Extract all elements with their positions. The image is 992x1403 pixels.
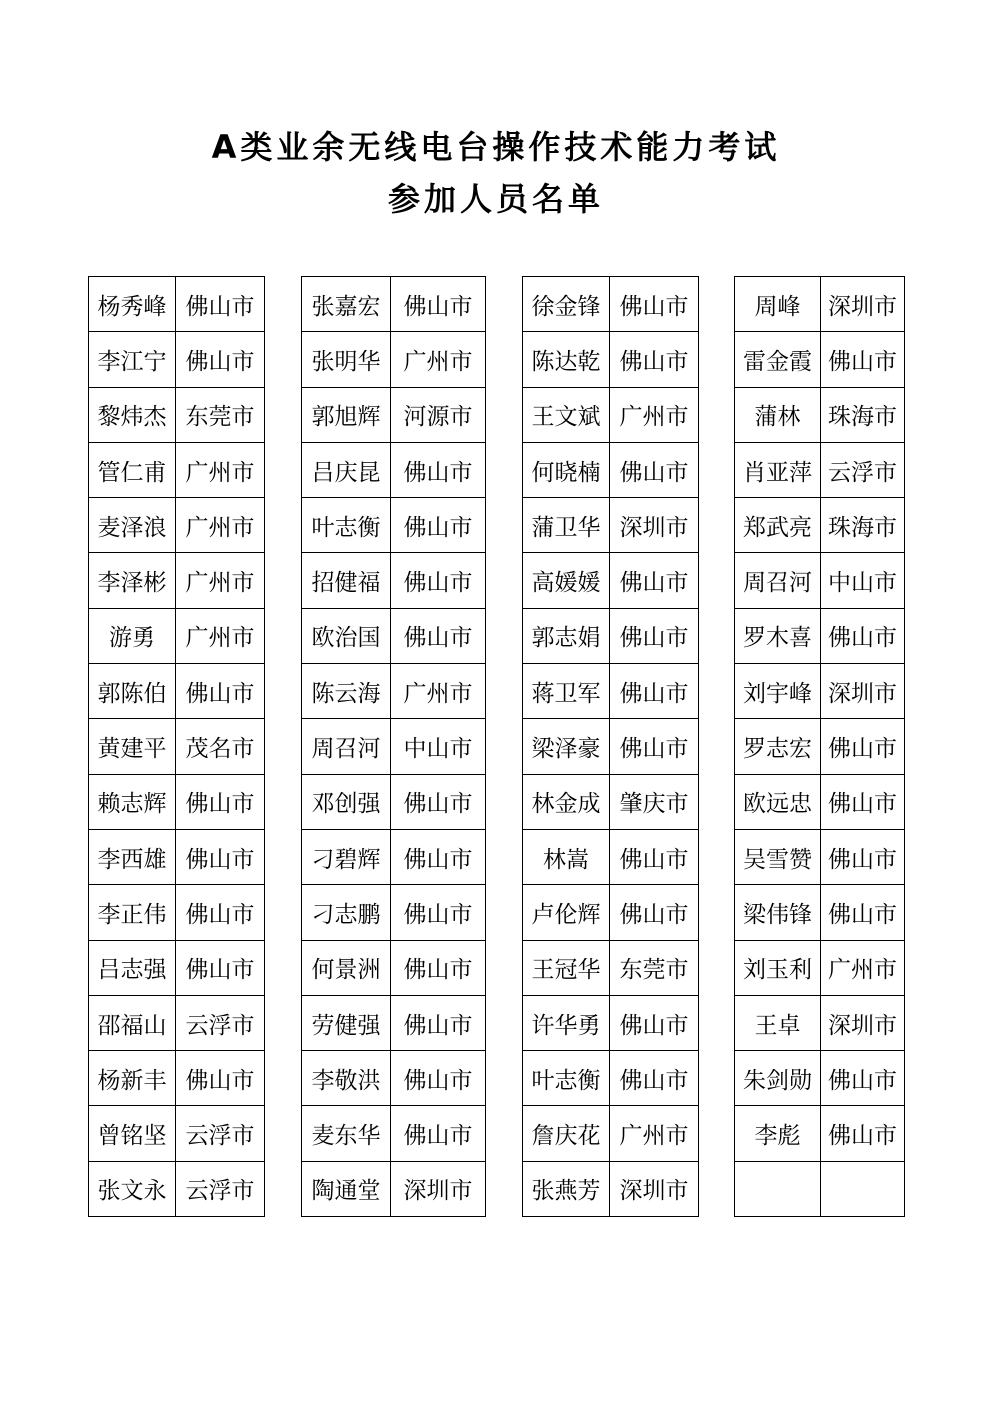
participant-name: 蒲卫华 — [523, 498, 610, 553]
table-row — [735, 442, 905, 497]
participant-city: 佛山市 — [610, 332, 699, 387]
participant-name: 游勇 — [89, 608, 176, 663]
table-row — [523, 387, 699, 442]
table-row — [735, 608, 905, 663]
table-row — [89, 664, 265, 719]
table-row — [735, 664, 905, 719]
table-row — [523, 885, 699, 940]
table-row — [302, 940, 486, 995]
participant-name: 郑武亮 — [735, 498, 821, 553]
table-row — [89, 277, 265, 332]
table-row — [523, 442, 699, 497]
participant-name: 麦东华 — [302, 1106, 391, 1161]
participant-name: 陈达乾 — [523, 332, 610, 387]
participant-city: 佛山市 — [610, 719, 699, 774]
table-row — [523, 332, 699, 387]
participant-city: 佛山市 — [176, 277, 265, 332]
table-row — [89, 885, 265, 940]
participant-city: 中山市 — [821, 553, 905, 608]
participant-city: 佛山市 — [176, 332, 265, 387]
participant-city: 广州市 — [610, 387, 699, 442]
participant-city: 佛山市 — [391, 829, 486, 884]
table-row — [89, 829, 265, 884]
participant-city: 佛山市 — [391, 1106, 486, 1161]
participant-name: 黎炜杰 — [89, 387, 176, 442]
participant-city: 佛山市 — [610, 664, 699, 719]
table-row — [89, 332, 265, 387]
participant-city: 佛山市 — [176, 664, 265, 719]
participant-city: 云浮市 — [821, 442, 905, 497]
participant-name: 王文斌 — [523, 387, 610, 442]
table-row — [523, 277, 699, 332]
table-row — [735, 498, 905, 553]
table-row — [735, 940, 905, 995]
participant-city: 深圳市 — [610, 498, 699, 553]
participant-city: 佛山市 — [610, 1051, 699, 1106]
roster-table-3 — [522, 276, 699, 1217]
participant-name: 管仁甫 — [89, 442, 176, 497]
participant-name: 陶通堂 — [302, 1161, 391, 1216]
participant-name: 周峰 — [735, 277, 821, 332]
table-row — [302, 332, 486, 387]
participant-name: 高媛媛 — [523, 553, 610, 608]
participant-name: 许华勇 — [523, 995, 610, 1050]
table-row — [735, 387, 905, 442]
table-row — [302, 442, 486, 497]
participant-city: 佛山市 — [391, 498, 486, 553]
table-row — [523, 608, 699, 663]
participant-name: 朱剑勋 — [735, 1051, 821, 1106]
table-row — [523, 940, 699, 995]
table-row — [89, 442, 265, 497]
participant-city: 佛山市 — [391, 995, 486, 1050]
participant-city: 广州市 — [610, 1106, 699, 1161]
table-row — [302, 277, 486, 332]
participant-city: 佛山市 — [610, 277, 699, 332]
participant-name: 杨新丰 — [89, 1051, 176, 1106]
participant-name: 周召河 — [302, 719, 391, 774]
participant-name: 何晓楠 — [523, 442, 610, 497]
participant-city: 佛山市 — [610, 553, 699, 608]
participant-name: 李西雄 — [89, 829, 176, 884]
roster-table-4 — [734, 276, 905, 1217]
participant-name: 徐金锋 — [523, 277, 610, 332]
table-row — [523, 719, 699, 774]
participant-name: 吴雪赞 — [735, 829, 821, 884]
participant-city: 佛山市 — [391, 885, 486, 940]
table-row — [302, 553, 486, 608]
participant-name: 刁志鹏 — [302, 885, 391, 940]
participant-city: 佛山市 — [610, 995, 699, 1050]
table-row — [302, 1106, 486, 1161]
table-row — [302, 608, 486, 663]
table-row — [523, 995, 699, 1050]
participant-name: 林金成 — [523, 774, 610, 829]
participant-city: 佛山市 — [610, 442, 699, 497]
participant-name: 黄建平 — [89, 719, 176, 774]
participant-city: 佛山市 — [821, 885, 905, 940]
participant-city: 珠海市 — [821, 387, 905, 442]
table-row — [523, 1106, 699, 1161]
participant-city: 肇庆市 — [610, 774, 699, 829]
participant-name: 蒲林 — [735, 387, 821, 442]
table-row — [302, 719, 486, 774]
participant-name: 雷金霞 — [735, 332, 821, 387]
participant-name — [735, 1161, 821, 1216]
participant-city: 云浮市 — [176, 1161, 265, 1216]
roster-table-1 — [88, 276, 265, 1217]
participant-city: 佛山市 — [610, 608, 699, 663]
participant-name: 曾铭坚 — [89, 1106, 176, 1161]
participant-city: 佛山市 — [176, 829, 265, 884]
participant-city: 广州市 — [176, 498, 265, 553]
table-row — [735, 774, 905, 829]
participant-city: 中山市 — [391, 719, 486, 774]
table-row — [89, 1051, 265, 1106]
participant-city: 云浮市 — [176, 995, 265, 1050]
participant-name: 肖亚萍 — [735, 442, 821, 497]
participant-city — [821, 1161, 905, 1216]
table-row — [523, 1051, 699, 1106]
participant-name: 陈云海 — [302, 664, 391, 719]
table-row — [89, 774, 265, 829]
participant-name: 叶志衡 — [302, 498, 391, 553]
participant-name: 林嵩 — [523, 829, 610, 884]
participant-name: 罗志宏 — [735, 719, 821, 774]
table-row — [523, 553, 699, 608]
table-row — [89, 995, 265, 1050]
participant-city: 广州市 — [176, 442, 265, 497]
participant-city: 广州市 — [391, 664, 486, 719]
participant-city: 佛山市 — [821, 719, 905, 774]
table-row — [735, 277, 905, 332]
participant-name: 李江宁 — [89, 332, 176, 387]
participant-city: 深圳市 — [821, 277, 905, 332]
participant-city: 深圳市 — [821, 995, 905, 1050]
participant-name: 麦泽浪 — [89, 498, 176, 553]
participant-name: 梁泽豪 — [523, 719, 610, 774]
participant-name: 郭旭辉 — [302, 387, 391, 442]
table-row — [89, 1161, 265, 1216]
participant-name: 杨秀峰 — [89, 277, 176, 332]
participant-name: 欧远忠 — [735, 774, 821, 829]
participant-name: 刁碧辉 — [302, 829, 391, 884]
participant-city: 东莞市 — [610, 940, 699, 995]
participant-city: 珠海市 — [821, 498, 905, 553]
participant-city: 广州市 — [176, 553, 265, 608]
participant-name: 张文永 — [89, 1161, 176, 1216]
participant-city: 佛山市 — [821, 1051, 905, 1106]
table-row — [735, 1051, 905, 1106]
roster-table-2 — [301, 276, 486, 1217]
participant-city: 茂名市 — [176, 719, 265, 774]
table-row — [89, 608, 265, 663]
table-row — [302, 664, 486, 719]
participant-city: 佛山市 — [391, 608, 486, 663]
table-row — [735, 719, 905, 774]
participant-name: 赖志辉 — [89, 774, 176, 829]
participant-name: 吕志强 — [89, 940, 176, 995]
participant-name: 张明华 — [302, 332, 391, 387]
table-row — [735, 995, 905, 1050]
table-row — [735, 332, 905, 387]
participant-city: 广州市 — [176, 608, 265, 663]
participant-city: 佛山市 — [821, 1106, 905, 1161]
participant-city: 佛山市 — [610, 885, 699, 940]
participant-name: 蒋卫军 — [523, 664, 610, 719]
participant-name: 王冠华 — [523, 940, 610, 995]
table-row — [735, 1161, 905, 1216]
participant-city: 佛山市 — [176, 885, 265, 940]
participant-city: 佛山市 — [821, 608, 905, 663]
participant-name: 李正伟 — [89, 885, 176, 940]
participant-city: 深圳市 — [610, 1161, 699, 1216]
participant-city: 广州市 — [391, 332, 486, 387]
participant-city: 云浮市 — [176, 1106, 265, 1161]
participant-name: 刘宇峰 — [735, 664, 821, 719]
table-row — [302, 885, 486, 940]
table-row — [89, 940, 265, 995]
table-row — [735, 829, 905, 884]
participant-city: 佛山市 — [391, 553, 486, 608]
participant-name: 梁伟锋 — [735, 885, 821, 940]
participant-name: 张燕芳 — [523, 1161, 610, 1216]
table-row — [302, 387, 486, 442]
table-row — [302, 995, 486, 1050]
participant-name: 刘玉利 — [735, 940, 821, 995]
table-row — [302, 1051, 486, 1106]
table-row — [735, 553, 905, 608]
table-row — [89, 1106, 265, 1161]
participant-city: 佛山市 — [176, 940, 265, 995]
participant-name: 周召河 — [735, 553, 821, 608]
table-row — [523, 664, 699, 719]
participant-city: 佛山市 — [821, 332, 905, 387]
participant-city: 佛山市 — [610, 829, 699, 884]
participant-city: 佛山市 — [821, 774, 905, 829]
table-row — [302, 829, 486, 884]
table-row — [735, 885, 905, 940]
participant-name: 詹庆花 — [523, 1106, 610, 1161]
participant-name: 叶志衡 — [523, 1051, 610, 1106]
participant-name: 郭陈伯 — [89, 664, 176, 719]
participant-name: 吕庆昆 — [302, 442, 391, 497]
table-row — [735, 1106, 905, 1161]
table-row — [89, 387, 265, 442]
participant-city: 广州市 — [821, 940, 905, 995]
table-row — [302, 774, 486, 829]
participant-city: 佛山市 — [391, 940, 486, 995]
participant-city: 深圳市 — [391, 1161, 486, 1216]
participant-city: 深圳市 — [821, 664, 905, 719]
participant-name: 邓创强 — [302, 774, 391, 829]
table-row — [302, 498, 486, 553]
participant-name: 李泽彬 — [89, 553, 176, 608]
participant-city: 佛山市 — [821, 829, 905, 884]
table-row — [89, 498, 265, 553]
participant-name: 李敬洪 — [302, 1051, 391, 1106]
table-row — [523, 1161, 699, 1216]
participant-name: 欧治国 — [302, 608, 391, 663]
participant-name: 张嘉宏 — [302, 277, 391, 332]
participant-name: 李彪 — [735, 1106, 821, 1161]
table-row — [89, 719, 265, 774]
table-row — [523, 829, 699, 884]
table-row — [89, 553, 265, 608]
table-row — [523, 498, 699, 553]
participant-city: 东莞市 — [176, 387, 265, 442]
participant-name: 卢伦辉 — [523, 885, 610, 940]
participant-name: 邵福山 — [89, 995, 176, 1050]
document-subtitle: 参加人员名单 — [387, 180, 604, 218]
participant-city: 佛山市 — [176, 1051, 265, 1106]
participant-name: 何景洲 — [302, 940, 391, 995]
participant-city: 佛山市 — [391, 774, 486, 829]
document-title: A类业余无线电台操作技术能力考试 — [211, 128, 781, 166]
participant-name: 王卓 — [735, 995, 821, 1050]
participant-name: 罗木喜 — [735, 608, 821, 663]
participant-name: 郭志娟 — [523, 608, 610, 663]
participant-city: 河源市 — [391, 387, 486, 442]
participant-city: 佛山市 — [391, 442, 486, 497]
table-row — [523, 774, 699, 829]
participant-city: 佛山市 — [391, 1051, 486, 1106]
participant-name: 招健福 — [302, 553, 391, 608]
participant-city: 佛山市 — [391, 277, 486, 332]
participant-name: 劳健强 — [302, 995, 391, 1050]
table-row — [302, 1161, 486, 1216]
participant-city: 佛山市 — [176, 774, 265, 829]
